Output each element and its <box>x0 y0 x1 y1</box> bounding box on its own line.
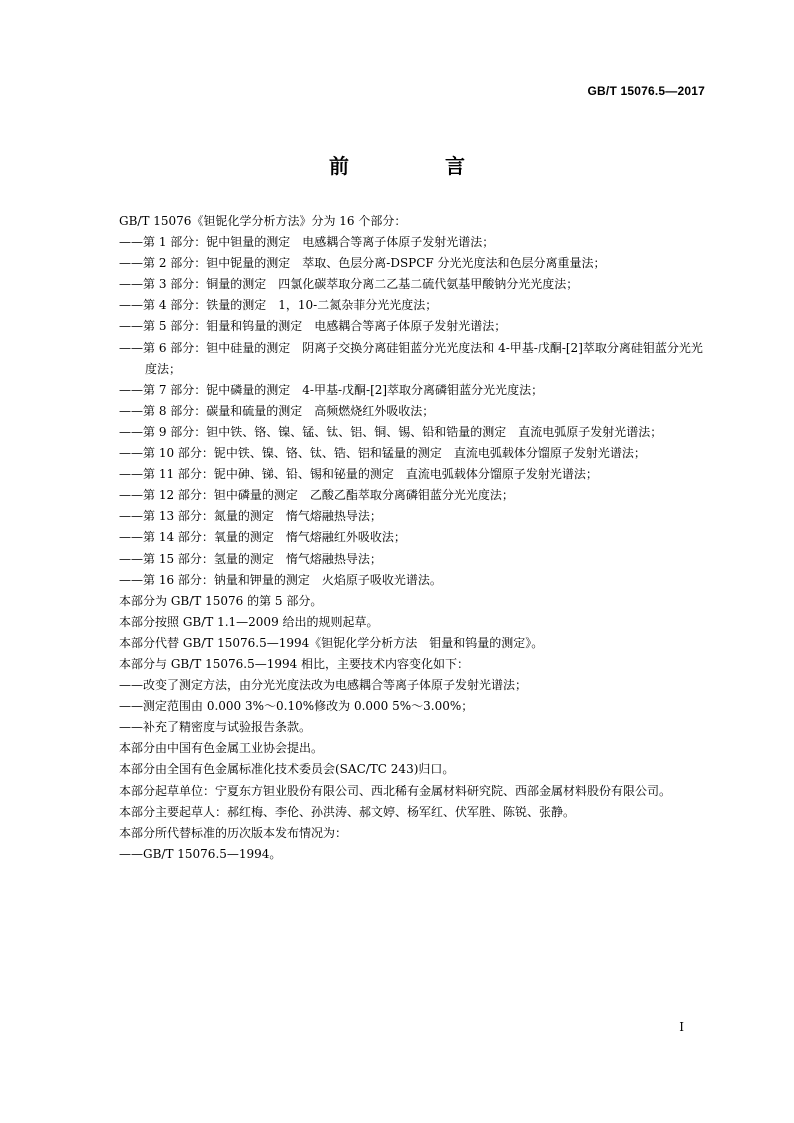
part-item: ——第 6 部分：钽中硅量的测定 阴离子交换分离硅钼蓝分光光度法和 4-甲基-戊酮-[2]萃取分离硅钼蓝分光光度法； <box>119 340 703 376</box>
part-item: ——第 12 部分：钽中磷量的测定 乙酸乙酯萃取分离磷钼蓝分光光度法； <box>119 488 514 503</box>
part-item: ——第 14 部分：氧量的测定 惰气熔融红外吸收法； <box>119 530 406 545</box>
page-number: I <box>679 1020 684 1034</box>
part-item: ——第 9 部分：钽中铁、铬、镍、锰、钛、铝、铜、锡、铅和锆量的测定 直流电弧原子发射光谱法； <box>119 424 663 439</box>
change-item: ——改变了测定方法，由分光光度法改为电感耦合等离子体原子发射光谱法； <box>119 678 528 693</box>
part-item: ——第 5 部分：钼量和钨量的测定 电感耦合等离子体原子发射光谱法； <box>119 319 507 334</box>
part-item: ——第 2 部分：钽中铌量的测定 萃取、色层分离-DSPCF 分光光度法和色层分离重量法； <box>119 256 606 271</box>
part-item: ——第 16 部分：钠量和钾量的测定 火焰原子吸收光谱法。 <box>119 572 442 587</box>
part-item: ——第 10 部分：铌中铁、镍、铬、钛、锆、铝和锰量的测定 直流电弧载体分馏原子发射光谱法； <box>119 446 646 461</box>
paragraph-part-number: 本部分为 GB/T 15076 的第 5 部分。 <box>119 593 323 608</box>
paragraph-drafters: 本部分主要起草人：郝红梅、李伦、孙洪涛、郝文婷、杨军红、伏军胜、陈锐、张静。 <box>119 804 576 819</box>
paragraph-changes-intro: 本部分与 GB/T 15076.5—1994 相比，主要技术内容变化如下： <box>119 656 470 671</box>
foreword-body <box>91 211 706 865</box>
part-item: ——第 15 部分：氢量的测定 惰气熔融热导法； <box>119 551 382 566</box>
part-item: ——第 11 部分：铌中砷、锑、铅、锡和铋量的测定 直流电弧载体分馏原子发射光谱法； <box>119 467 598 482</box>
page-title: 前 言 <box>329 154 503 178</box>
part-item: ——第 13 部分：氮量的测定 惰气熔融热导法； <box>119 509 382 524</box>
paragraph-under-jurisdiction: 本部分由全国有色金属标准化技术委员会(SAC/TC 243)归口。 <box>119 762 455 777</box>
paragraph-history-intro: 本部分所代替标准的历次版本发布情况为： <box>119 825 348 840</box>
paragraph-replaces: 本部分代替 GB/T 15076.5—1994《钽铌化学分析方法 钼量和钨量的测定》。 <box>119 635 544 650</box>
part-item: ——第 8 部分：碳量和硫量的测定 高频燃烧红外吸收法； <box>119 403 435 418</box>
standard-number: GB/T 15076.5—2017 <box>587 84 705 98</box>
intro-paragraph: GB/T 15076《钽铌化学分析方法》分为 16 个部分： <box>119 214 407 228</box>
part-item: ——第 1 部分：铌中钽量的测定 电感耦合等离子体原子发射光谱法； <box>119 235 495 250</box>
change-item: ——测定范围由 0.000 3%～0.10%修改为 0.000 5%～3.00%； <box>119 699 474 714</box>
part-item: ——第 3 部分：铜量的测定 四氯化碳萃取分离二乙基二硫代氨基甲酸钠分光光度法； <box>119 277 579 292</box>
change-item: ——补充了精密度与试验报告条款。 <box>119 720 312 735</box>
part-item: ——第 7 部分：铌中磷量的测定 4-甲基-戊酮-[2]萃取分离磷钼蓝分光光度法； <box>119 382 544 397</box>
history-item: ——GB/T 15076.5—1994。 <box>119 846 282 861</box>
paragraph-drafting-units: 本部分起草单位：宁夏东方钽业股份有限公司、西北稀有金属材料研究院、西部金属材料股份有限公司。 <box>119 783 672 798</box>
paragraph-drafting-rules: 本部分按照 GB/T 1.1—2009 给出的规则起草。 <box>119 614 379 629</box>
paragraph-proposed-by: 本部分由中国有色金属工业协会提出。 <box>119 741 324 756</box>
part-item: ——第 4 部分：铁量的测定 1，10-二氮杂菲分光光度法； <box>119 298 438 313</box>
